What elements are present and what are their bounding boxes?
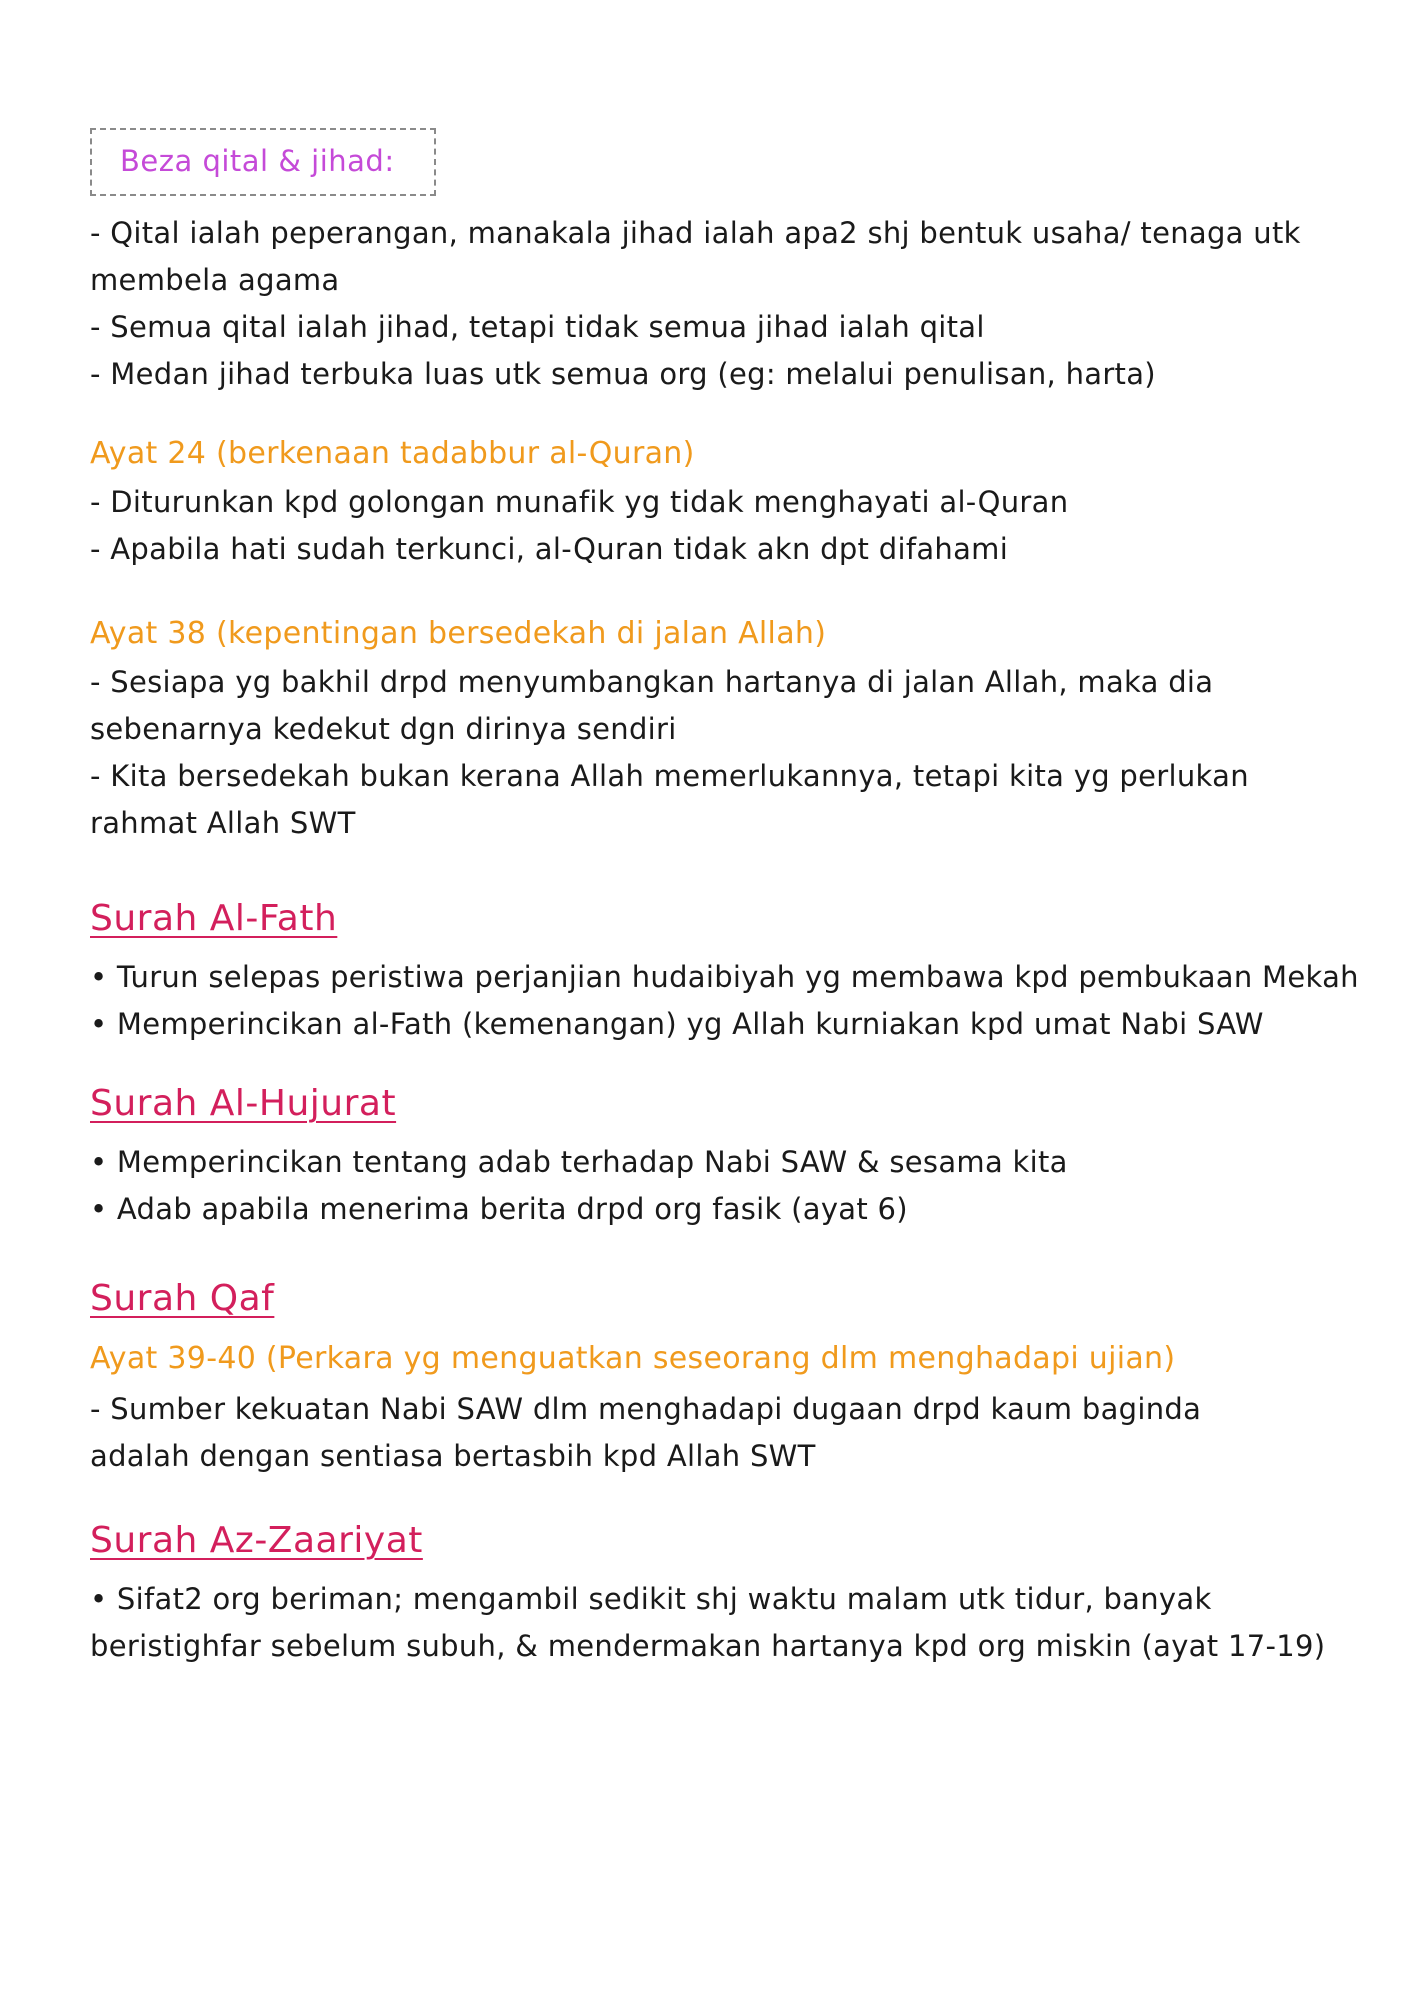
az-zaariyat-line-1: • Sifat2 org beriman; mengambil sedikit shj waktu malam utk tidur, banyak xyxy=(90,1582,1212,1616)
ayat38-line-2: sebenarnya kedekut dgn dirinya sendiri xyxy=(90,712,677,746)
surah-al-fath-heading: Surah Al-Fath xyxy=(90,898,338,939)
qaf-ayat-heading: Ayat 39-40 (Perkara yg menguatkan seseorang dlm menghadapi ujian) xyxy=(90,1341,1176,1376)
al-hujurat-line-2: • Adab apabila menerima berita drpd org fasik (ayat 6) xyxy=(90,1192,908,1226)
beza-title-box xyxy=(90,128,436,196)
ayat38-line-3: - Kita bersedekah bukan kerana Allah memerlukannya, tetapi kita yg perlukan xyxy=(90,759,1249,793)
beza-line-1: - Qital ialah peperangan, manakala jihad ialah apa2 shj bentuk usaha/ tenaga utk xyxy=(90,216,1301,250)
al-fath-line-1: • Turun selepas peristiwa perjanjian hudaibiyah yg membawa kpd pembukaan Mekah xyxy=(90,960,1359,994)
beza-line-3: - Semua qital ialah jihad, tetapi tidak semua jihad ialah qital xyxy=(90,310,985,344)
ayat24-heading: Ayat 24 (berkenaan tadabbur al-Quran) xyxy=(90,436,695,471)
al-fath-line-2: • Memperincikan al-Fath (kemenangan) yg Allah kurniakan kpd umat Nabi SAW xyxy=(90,1007,1264,1041)
qaf-line-1: - Sumber kekuatan Nabi SAW dlm menghadapi dugaan drpd kaum baginda xyxy=(90,1392,1202,1426)
ayat38-line-4: rahmat Allah SWT xyxy=(90,806,356,840)
ayat24-line-1: - Diturunkan kpd golongan munafik yg tidak menghayati al-Quran xyxy=(90,485,1069,519)
beza-line-2: membela agama xyxy=(90,263,340,297)
al-hujurat-line-1: • Memperincikan tentang adab terhadap Nabi SAW & sesama kita xyxy=(90,1145,1068,1179)
qaf-line-2: adalah dengan sentiasa bertasbih kpd Allah SWT xyxy=(90,1439,816,1473)
az-zaariyat-line-2: beristighfar sebelum subuh, & mendermakan hartanya kpd org miskin (ayat 17-19) xyxy=(90,1629,1326,1663)
ayat38-line-1: - Sesiapa yg bakhil drpd menyumbangkan hartanya di jalan Allah, maka dia xyxy=(90,665,1214,699)
surah-az-zaariyat-heading: Surah Az-Zaariyat xyxy=(90,1520,423,1561)
ayat38-heading: Ayat 38 (kepentingan bersedekah di jalan Allah) xyxy=(90,616,827,651)
ayat24-line-2: - Apabila hati sudah terkunci, al-Quran tidak akn dpt difahami xyxy=(90,532,1009,566)
surah-al-hujurat-heading: Surah Al-Hujurat xyxy=(90,1083,397,1124)
beza-title: Beza qital & jihad: xyxy=(120,144,395,178)
beza-line-4: - Medan jihad terbuka luas utk semua org (eg: melalui penulisan, harta) xyxy=(90,357,1156,391)
surah-qaf-heading: Surah Qaf xyxy=(90,1278,275,1319)
